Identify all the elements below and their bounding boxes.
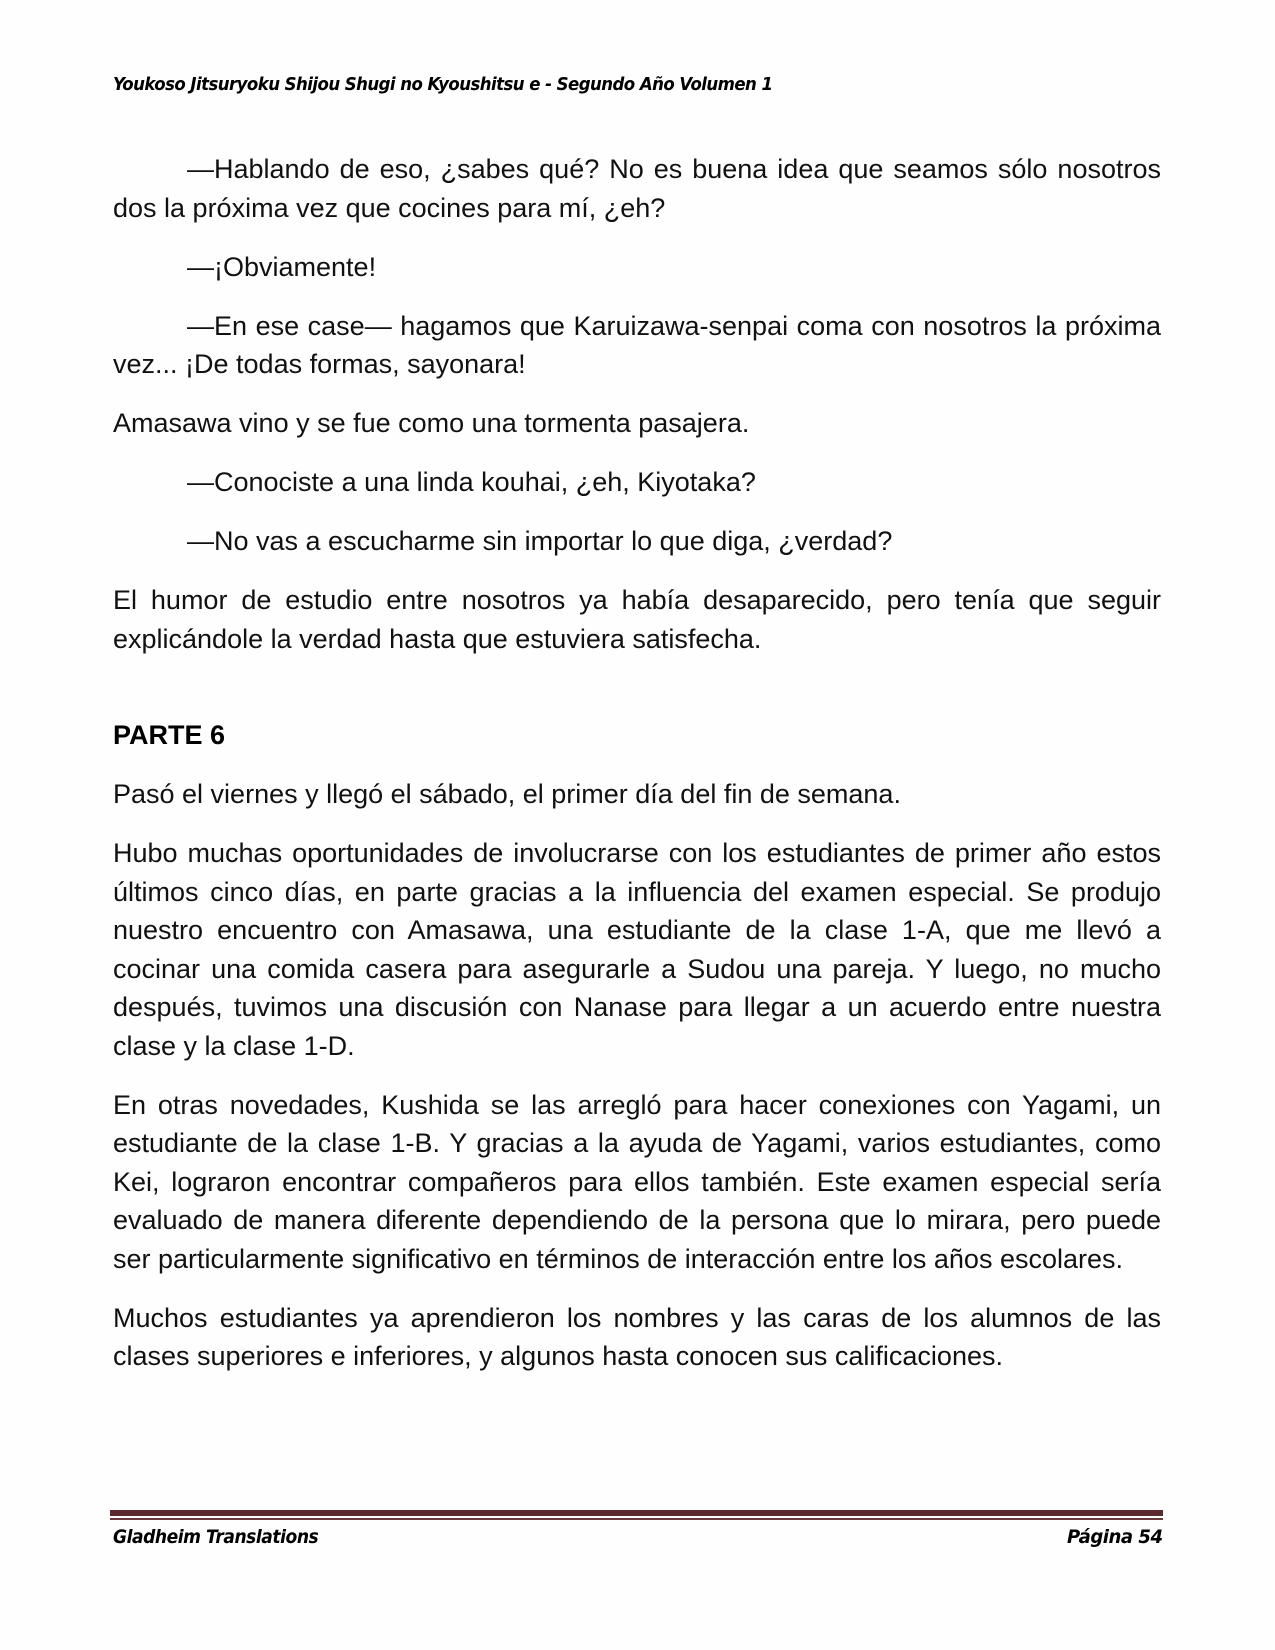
paragraph-narration: Amasawa vino y se fue como una tormenta pasajera.	[113, 408, 750, 438]
footer-divider-thin	[110, 1518, 1163, 1520]
paragraph-dialogue: —Hablando de eso, ¿sabes qué? No es buena idea que seamos sólo nosotros dos la próxima vez que cocines para mí, ¿eh?	[113, 154, 1161, 223]
paragraph-dialogue: —En ese case— hagamos que Karuizawa-senpai coma con nosotros la próxima vez... ¡De todas formas, sayonara!	[113, 310, 1161, 379]
paragraph-dialogue: —Conociste a una linda kouhai, ¿eh, Kiyotaka?	[187, 467, 756, 497]
footer-credit: Gladheim Translations	[113, 1526, 319, 1548]
paragraph-narration: Muchos estudiantes ya aprendieron los nombres y las caras de los alumnos de las clases superiores e inferiores, y algunos hasta conocen sus calificaciones.	[113, 1302, 1161, 1371]
paragraph-narration: Hubo muchas oportunidades de involucrarse con los estudiantes de primer año estos últimos cinco días, en parte gracias a la influencia del examen especial. Se produjo nuestro encuentro con Amasawa, una estudiante de la clase 1-A, que me llevó a cocinar una comida casera para asegurarle a Sudou una pareja. Y luego, no mucho después, tuvimos una discusión con Nanase para llegar a un acuerdo entre nuestra clase y la clase 1-D.	[113, 838, 1161, 1061]
paragraph-dialogue: —No vas a escucharme sin importar lo que diga, ¿verdad?	[187, 526, 893, 556]
body-text	[113, 150, 1161, 1396]
footer-divider	[110, 1510, 1163, 1516]
section-heading: PARTE 6	[113, 720, 226, 750]
paragraph-narration: Pasó el viernes y llegó el sábado, el primer día del fin de semana.	[113, 779, 901, 809]
footer-page-number: Página 54	[1067, 1526, 1163, 1548]
paragraph-narration: El humor de estudio entre nosotros ya había desaparecido, pero tenía que seguir explicándole la verdad hasta que estuviera satisfecha.	[113, 585, 1161, 654]
paragraph-dialogue: —¡Obviamente!	[187, 251, 377, 282]
paragraph-narration: En otras novedades, Kushida se las arregló para hacer conexiones con Yagami, un estudiante de la clase 1-B. Y gracias a la ayuda de Yagami, varios estudiantes, como Kei, lograron encontrar compañeros para ellos también. Este examen especial sería evaluado de manera diferente dependiendo de la persona que lo mirara, pero puede ser particularmente significativo en términos de interacción entre los años escolares.	[113, 1089, 1161, 1274]
running-header: Youkoso Jitsuryoku Shijou Shugi no Kyoushitsu e - Segundo Año Volumen 1	[113, 74, 773, 95]
